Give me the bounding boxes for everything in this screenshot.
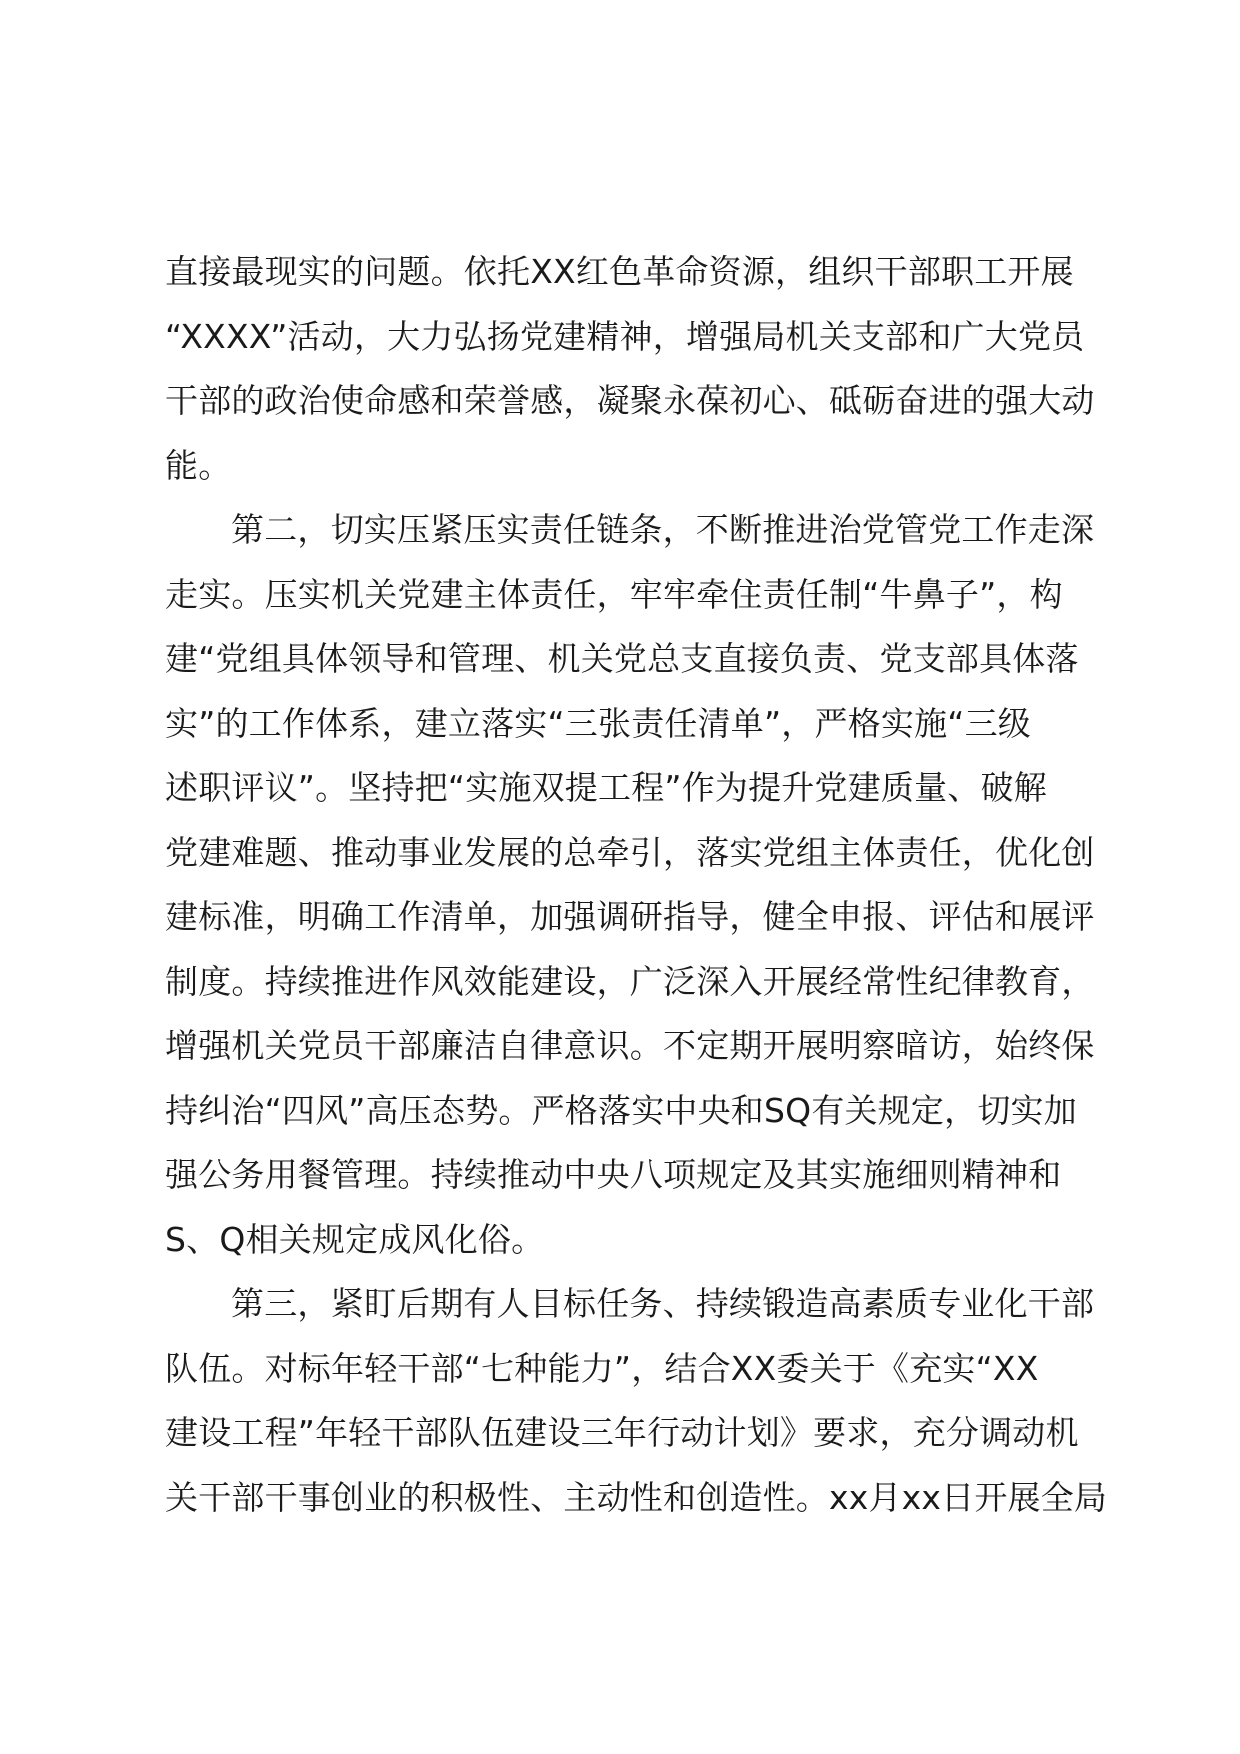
text-line: 强公务用餐管理。持续推动中央八项规定及其实施细则精神和 xyxy=(165,1155,1062,1194)
body-text xyxy=(165,240,1125,1530)
text-line: 建设工程”年轻干部队伍建设三年行动计划》要求，充分调动机 xyxy=(165,1413,1079,1452)
text-line: 队伍。对标年轻干部“七种能力”，结合XX委关于《充实“XX xyxy=(165,1348,1039,1388)
paragraph-heading-line: 第三，紧盯后期有人目标任务、持续锻造高素质专业化干部 xyxy=(231,1284,1095,1323)
text-line: 建“党组具体领导和管理、机关党总支直接负责、党支部具体落 xyxy=(165,639,1079,678)
text-line: 能。 xyxy=(165,445,232,485)
text-line: 直接最现实的问题。依托XX红色革命资源，组织干部职工开展 xyxy=(165,252,1074,291)
text-line: 党建难题、推动事业发展的总牵引，落实党组主体责任，优化创 xyxy=(165,832,1095,872)
text-line: 实”的工作体系，建立落实“三张责任清单”，严格实施“三级 xyxy=(165,703,1031,743)
text-line: 干部的政治使命感和荣誉感，凝聚永葆初心、砥砺奋进的强大动 xyxy=(165,381,1095,420)
text-line: 制度。持续推进作风效能建设，广泛深入开展经常性纪律教育， xyxy=(165,961,1095,1001)
text-line: 走实。压实机关党建主体责任，牢牢牵住责任制“牛鼻子”，构 xyxy=(165,574,1063,614)
text-line: 建标准，明确工作清单，加强调研指导，健全申报、评估和展评 xyxy=(165,897,1095,936)
text-line: 增强机关党员干部廉洁自律意识。不定期开展明察暗访，始终保 xyxy=(165,1026,1095,1065)
text-line: 关干部干事创业的积极性、主动性和创造性。xx月xx日开展全局 xyxy=(165,1477,1108,1517)
paragraph-heading-line: 第二，切实压紧压实责任链条，不断推进治党管党工作走深 xyxy=(231,510,1095,549)
text-line: S、Q相关规定成风化俗。 xyxy=(165,1219,545,1259)
text-line: 述职评议”。坚持把“实施双提工程”作为提升党建质量、破解 xyxy=(165,768,1047,807)
text-line: “XXXX”活动，大力弘扬党建精神，增强局机关支部和广大党员 xyxy=(165,316,1085,356)
text-line: 持纠治“四风”高压态势。严格落实中央和SQ有关规定，切实加 xyxy=(165,1090,1077,1130)
